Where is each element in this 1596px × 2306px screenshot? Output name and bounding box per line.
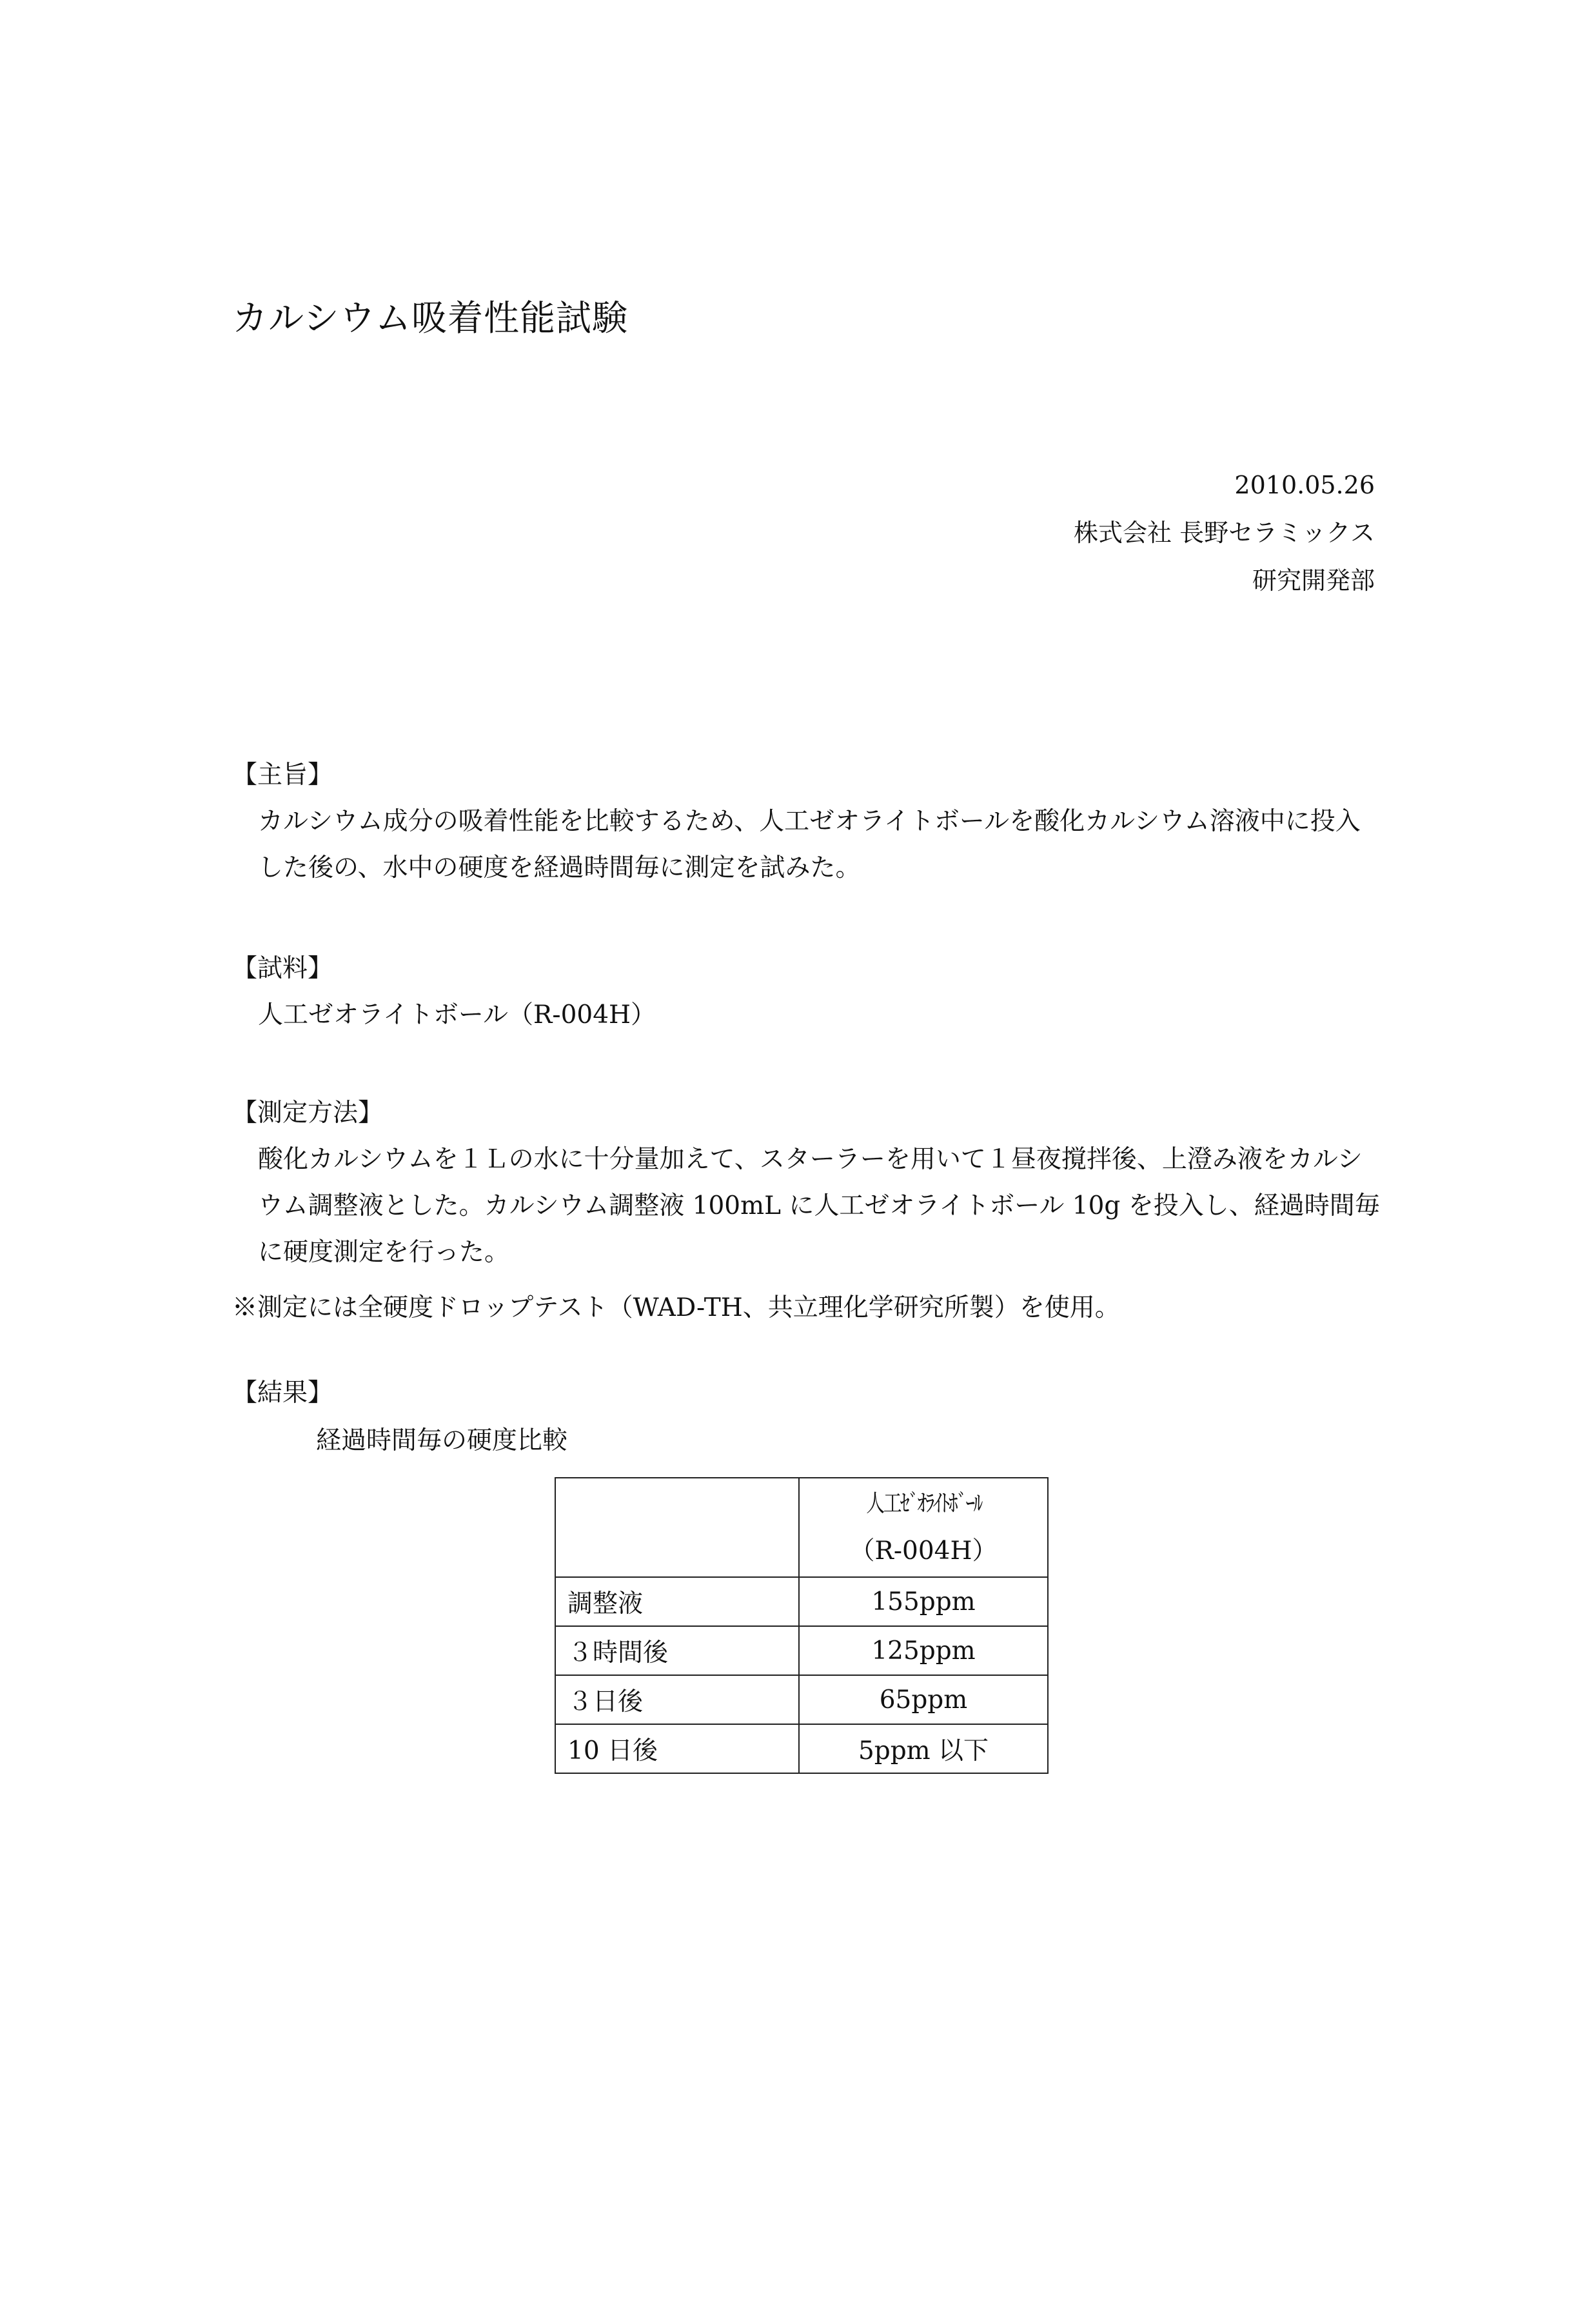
table-row — [555, 1577, 1048, 1626]
sample-body: 人工ゼオライトボール（R-004H） — [258, 1000, 656, 1029]
purpose-heading: 【主旨】 — [232, 760, 333, 790]
document-title: カルシウム吸着性能試験 — [232, 297, 629, 339]
result-section — [232, 1370, 1380, 1416]
table-row-label: ３日後 — [555, 1675, 799, 1724]
table-row-label: 10 日後 — [555, 1724, 799, 1773]
result-caption: 経過時間毎の硬度比較 — [316, 1426, 568, 1455]
table-row — [555, 1724, 1048, 1773]
purpose-section — [232, 752, 1380, 891]
table-header-sample-name: 人工ｾﾞｵﾗｲﾄﾎﾞｰﾙ — [865, 1489, 981, 1517]
table-row-label: ３時間後 — [555, 1626, 799, 1675]
purpose-body: カルシウム成分の吸着性能を比較するため、人工ゼオライトボールを酸化カルシウム溶液中に投入した後の、水中の硬度を経過時間毎に測定を試みた。 — [258, 807, 1361, 882]
table-row-value: 5ppm 以下 — [799, 1724, 1048, 1773]
table-header-sample-cell — [799, 1478, 1048, 1577]
table-row-value: 125ppm — [799, 1626, 1048, 1675]
table-row-label: 調整液 — [555, 1577, 799, 1626]
department-name: 研究開発部 — [1252, 566, 1375, 595]
table-row — [555, 1626, 1048, 1675]
table-row — [555, 1675, 1048, 1724]
table-header-row — [555, 1478, 1048, 1577]
report-date: 2010.05.26 — [1234, 471, 1375, 499]
result-heading: 【結果】 — [232, 1378, 333, 1407]
method-body: 酸化カルシウムを１Ｌの水に十分量加えて、スターラーを用いて１昼夜撹拌後、上澄み液をカルシウム調整液とした。カルシウム調整液 100mL に人工ゼオライトボール 10g を投入し、経過時間毎に硬度測定を行った。 — [258, 1145, 1380, 1267]
sample-heading: 【試料】 — [232, 954, 333, 983]
method-section — [232, 1090, 1380, 1331]
table-row-value: 155ppm — [799, 1577, 1048, 1626]
hardness-table — [555, 1477, 1049, 1774]
company-name: 株式会社 長野セラミックス — [1074, 519, 1375, 547]
method-note: ※測定には全硬度ドロップテスト（WAD-TH、共立理化学研究所製）を使用。 — [232, 1293, 1120, 1322]
table-row-value: 65ppm — [799, 1675, 1048, 1724]
table-header-sample-code: （R-004H） — [849, 1536, 998, 1565]
sample-section — [232, 946, 1380, 1039]
method-heading: 【測定方法】 — [232, 1098, 384, 1128]
table-header-empty-cell — [555, 1478, 799, 1577]
